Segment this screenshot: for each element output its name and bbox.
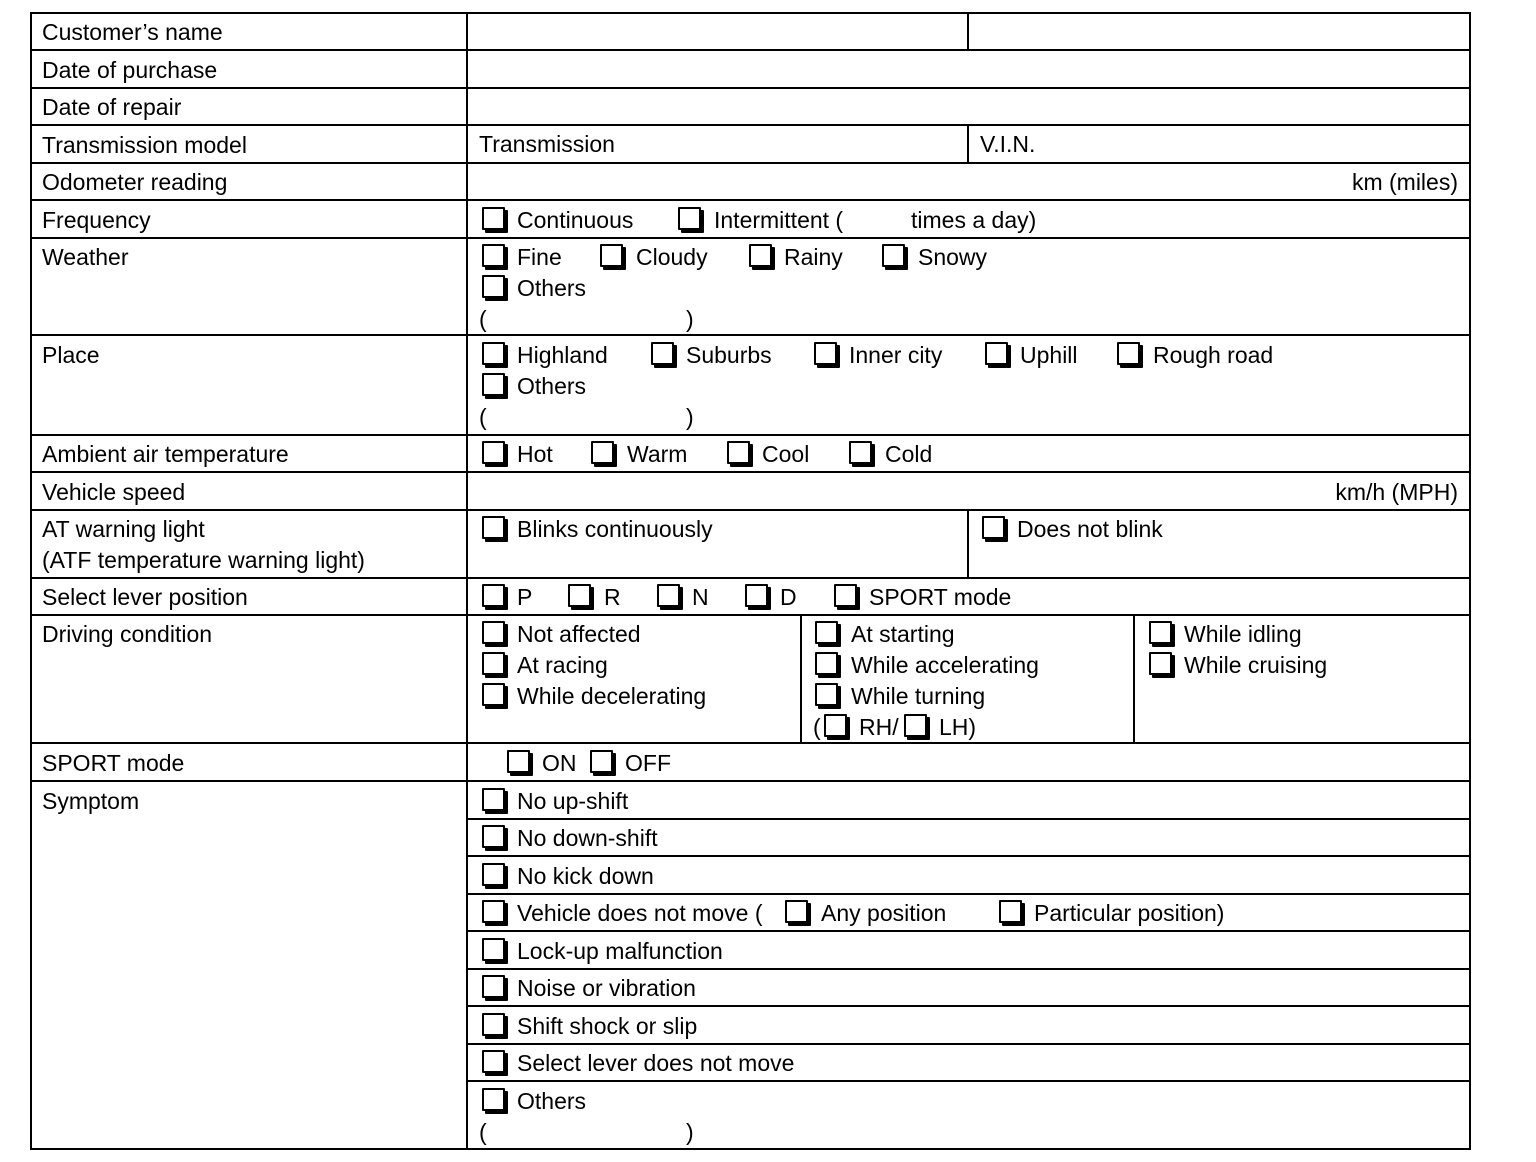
place-others-close-paren: ): [686, 404, 694, 430]
weather-rainy-label: Rainy: [784, 244, 843, 270]
while-accelerating-checkbox[interactable]: [815, 652, 838, 675]
sport-on-checkbox[interactable]: [507, 750, 530, 773]
customer-name-label: Customer’s name: [42, 19, 223, 45]
symptom-others-close-paren: ): [686, 1119, 694, 1145]
while-idling-label: While idling: [1184, 621, 1302, 647]
times-a-day-label: times a day): [911, 207, 1037, 233]
weather-others-checkbox[interactable]: [482, 275, 505, 298]
lever-n-checkbox[interactable]: [657, 584, 680, 607]
blinks-continuously-label: Blinks continuously: [517, 516, 713, 542]
vehicle-not-move-label: Vehicle does not move (: [517, 900, 763, 926]
shift-shock-checkbox[interactable]: [482, 1013, 505, 1036]
while-cruising-label: While cruising: [1184, 652, 1328, 678]
while-turning-checkbox[interactable]: [815, 683, 838, 706]
at-starting-label: At starting: [851, 621, 955, 647]
weather-fine-label: Fine: [517, 244, 562, 270]
weather-snowy-label: Snowy: [918, 244, 988, 270]
turning-lh-checkbox[interactable]: [904, 714, 927, 737]
no-upshift-label: No up-shift: [517, 788, 629, 814]
symptom-others-checkbox[interactable]: [482, 1088, 505, 1111]
place-uphill-checkbox[interactable]: [985, 342, 1008, 365]
any-position-checkbox[interactable]: [785, 900, 808, 923]
weather-fine-checkbox[interactable]: [482, 244, 505, 267]
while-decelerating-label: While decelerating: [517, 683, 707, 709]
ambient-cold-label: Cold: [885, 441, 933, 467]
place-highland-checkbox[interactable]: [482, 342, 505, 365]
intermittent-label: Intermittent (: [714, 207, 844, 233]
place-inner-city-label: Inner city: [849, 342, 943, 368]
place-rough-road-label: Rough road: [1153, 342, 1274, 368]
sport-off-checkbox[interactable]: [590, 750, 613, 773]
lever-p-label: P: [517, 584, 533, 610]
sport-off-label: OFF: [625, 750, 671, 776]
ambient-cold-checkbox[interactable]: [849, 441, 872, 464]
lockup-label: Lock-up malfunction: [517, 938, 723, 964]
no-kickdown-label: No kick down: [517, 863, 654, 889]
date-of-purchase-label: Date of purchase: [42, 57, 218, 83]
weather-others-close-paren: ): [686, 306, 694, 332]
continuous-label: Continuous: [517, 207, 634, 233]
place-label: Place: [42, 342, 100, 368]
weather-others-open-paren: (: [479, 306, 487, 332]
frequency-label: Frequency: [42, 207, 151, 233]
weather-others-label: Others: [517, 275, 587, 301]
turning-open-paren: (: [813, 714, 821, 740]
place-others-checkbox[interactable]: [482, 373, 505, 396]
ambient-hot-checkbox[interactable]: [482, 441, 505, 464]
while-accelerating-label: While accelerating: [851, 652, 1039, 678]
vehicle-speed-label: Vehicle speed: [42, 479, 186, 505]
sport-on-label: ON: [542, 750, 577, 776]
weather-snowy-checkbox[interactable]: [882, 244, 905, 267]
no-kickdown-checkbox[interactable]: [482, 863, 505, 886]
not-affected-label: Not affected: [517, 621, 641, 647]
vin-field-label: V.I.N.: [980, 131, 1036, 157]
at-warning-label: AT warning light: [42, 516, 205, 542]
vehicle-not-move-checkbox[interactable]: [482, 900, 505, 923]
at-racing-label: At racing: [517, 652, 608, 678]
any-position-label: Any position: [821, 900, 947, 926]
no-upshift-checkbox[interactable]: [482, 788, 505, 811]
lever-sport-label: SPORT mode: [869, 584, 1012, 610]
weather-rainy-checkbox[interactable]: [749, 244, 772, 267]
turning-rh-label: RH/: [859, 714, 899, 740]
while-turning-label: While turning: [851, 683, 986, 709]
particular-position-checkbox[interactable]: [999, 900, 1022, 923]
place-uphill-label: Uphill: [1020, 342, 1078, 368]
while-cruising-checkbox[interactable]: [1149, 652, 1172, 675]
no-downshift-label: No down-shift: [517, 825, 658, 851]
odometer-label: Odometer reading: [42, 169, 228, 195]
weather-label: Weather: [42, 244, 129, 270]
place-rough-road-checkbox[interactable]: [1117, 342, 1140, 365]
lever-r-checkbox[interactable]: [568, 584, 591, 607]
lever-d-label: D: [780, 584, 797, 610]
does-not-blink-checkbox[interactable]: [982, 516, 1005, 539]
noise-label: Noise or vibration: [517, 975, 696, 1001]
no-downshift-checkbox[interactable]: [482, 825, 505, 848]
ambient-hot-label: Hot: [517, 441, 553, 467]
place-highland-label: Highland: [517, 342, 608, 368]
lockup-checkbox[interactable]: [482, 938, 505, 961]
odometer-unit: km (miles): [1351, 169, 1458, 195]
lever-n-label: N: [692, 584, 709, 610]
particular-position-label: Particular position): [1034, 900, 1225, 926]
ambient-temp-label: Ambient air temperature: [42, 441, 289, 467]
place-others-label: Others: [517, 373, 587, 399]
sport-mode-label: SPORT mode: [42, 750, 185, 776]
shift-shock-label: Shift shock or slip: [517, 1013, 698, 1039]
ambient-cool-checkbox[interactable]: [727, 441, 750, 464]
while-decelerating-checkbox[interactable]: [482, 683, 505, 706]
place-suburbs-checkbox[interactable]: [651, 342, 674, 365]
driving-condition-label: Driving condition: [42, 621, 213, 647]
lever-not-move-label: Select lever does not move: [517, 1050, 795, 1076]
does-not-blink-label: Does not blink: [1017, 516, 1163, 542]
ambient-cool-label: Cool: [762, 441, 810, 467]
atf-warning-label: (ATF temperature warning light): [42, 547, 365, 573]
at-starting-checkbox[interactable]: [815, 621, 838, 644]
noise-checkbox[interactable]: [482, 975, 505, 998]
lever-not-move-checkbox[interactable]: [482, 1050, 505, 1073]
at-racing-checkbox[interactable]: [482, 652, 505, 675]
not-affected-checkbox[interactable]: [482, 621, 505, 644]
weather-cloudy-checkbox[interactable]: [600, 244, 623, 267]
continuous-checkbox[interactable]: [482, 207, 505, 230]
ambient-warm-label: Warm: [627, 441, 688, 467]
weather-cloudy-label: Cloudy: [636, 244, 708, 270]
lever-d-checkbox[interactable]: [745, 584, 768, 607]
select-lever-label: Select lever position: [42, 584, 248, 610]
turning-rh-checkbox[interactable]: [824, 714, 847, 737]
date-of-repair-label: Date of repair: [42, 94, 182, 120]
lever-r-label: R: [604, 584, 621, 610]
lever-p-checkbox[interactable]: [482, 584, 505, 607]
place-inner-city-checkbox[interactable]: [814, 342, 837, 365]
while-idling-checkbox[interactable]: [1149, 621, 1172, 644]
turning-lh-label: LH): [939, 714, 977, 740]
lever-sport-checkbox[interactable]: [834, 584, 857, 607]
ambient-warm-checkbox[interactable]: [591, 441, 614, 464]
symptom-others-open-paren: (: [479, 1119, 487, 1145]
blinks-continuously-checkbox[interactable]: [482, 516, 505, 539]
transmission-field-label: Transmission: [479, 131, 615, 157]
transmission-model-label: Transmission model: [42, 132, 247, 158]
vehicle-speed-unit: km/h (MPH): [1335, 479, 1458, 505]
symptom-label: Symptom: [42, 788, 140, 814]
symptom-others-label: Others: [517, 1088, 587, 1114]
intermittent-checkbox[interactable]: [678, 207, 701, 230]
place-others-open-paren: (: [479, 404, 487, 430]
place-suburbs-label: Suburbs: [686, 342, 772, 368]
